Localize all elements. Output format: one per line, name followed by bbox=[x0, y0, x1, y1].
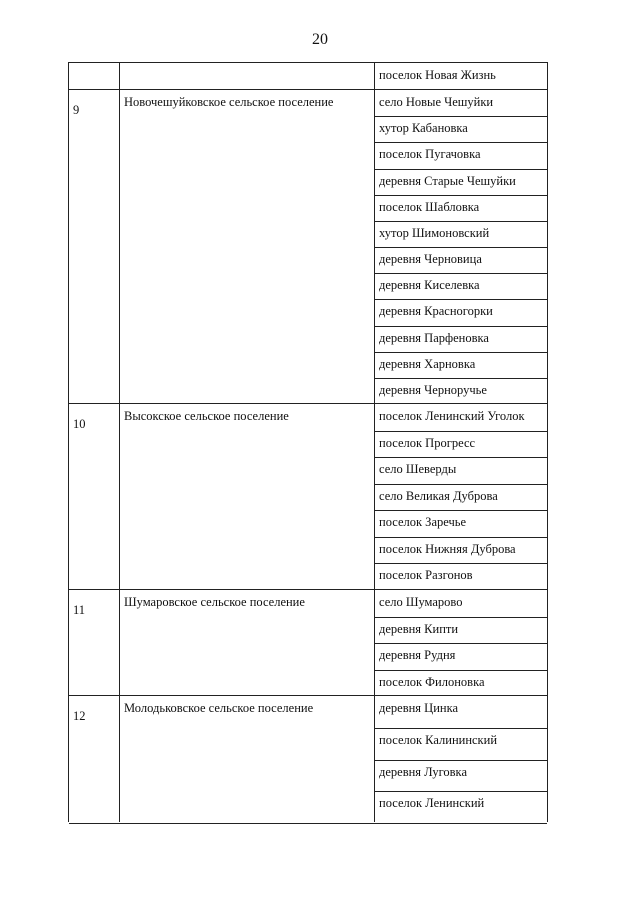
locality-item: деревня Луговка bbox=[379, 764, 467, 779]
locality-item: деревня Кипти bbox=[379, 621, 459, 636]
settlement-name: Молодьковское сельское поселение bbox=[124, 701, 314, 715]
locality-item: поселок Калининский bbox=[379, 732, 498, 747]
locality-item: поселок Заречье bbox=[379, 515, 467, 530]
locality-divider bbox=[374, 510, 547, 511]
locality-item: село Шеверды bbox=[379, 462, 457, 477]
locality-item: поселок Ленинский bbox=[379, 796, 485, 811]
locality-divider bbox=[374, 760, 547, 761]
locality-divider bbox=[374, 431, 547, 432]
locality-divider bbox=[374, 169, 547, 170]
locality-item: село Шумарово bbox=[379, 595, 463, 609]
settlements-table bbox=[68, 62, 548, 822]
locality-item: поселок Пугачовка bbox=[379, 147, 481, 162]
locality-item: село Новые Чешуйки bbox=[379, 95, 494, 109]
locality-item: поселок Новая Жизнь bbox=[379, 68, 496, 82]
locality-divider bbox=[374, 247, 547, 248]
locality-item: поселок Разгонов bbox=[379, 568, 473, 583]
locality-divider bbox=[374, 142, 547, 143]
settlement-number: 12 bbox=[73, 709, 86, 723]
table-row bbox=[69, 695, 547, 824]
table-row bbox=[69, 62, 547, 90]
locality-divider bbox=[374, 670, 547, 671]
locality-item: деревня Харновка bbox=[379, 356, 476, 371]
locality-divider bbox=[374, 116, 547, 117]
settlement-number: 10 bbox=[73, 417, 86, 431]
locality-divider bbox=[374, 791, 547, 792]
locality-item: деревня Черновица bbox=[379, 252, 482, 266]
locality-item: деревня Черноручье bbox=[379, 382, 487, 397]
locality-item: деревня Цинка bbox=[379, 701, 459, 715]
table-row bbox=[69, 89, 547, 404]
locality-item: деревня Киселевка bbox=[379, 278, 480, 293]
locality-divider bbox=[374, 299, 547, 300]
page-number: 20 bbox=[312, 31, 328, 48]
locality-divider bbox=[374, 273, 547, 274]
locality-divider bbox=[374, 563, 547, 564]
locality-item: поселок Филоновка bbox=[379, 674, 485, 689]
locality-divider bbox=[374, 195, 547, 196]
locality-item: деревня Рудня bbox=[379, 648, 456, 662]
locality-item: деревня Старые Чешуйки bbox=[379, 173, 516, 188]
locality-divider bbox=[374, 221, 547, 222]
locality-divider bbox=[374, 457, 547, 458]
locality-divider bbox=[374, 728, 547, 729]
table-row bbox=[69, 403, 547, 590]
locality-item: хутор Шимоновский bbox=[379, 225, 490, 240]
settlement-name: Шумаровское сельское поселение bbox=[124, 595, 305, 609]
locality-item: поселок Шабловка bbox=[379, 199, 480, 214]
locality-item: село Великая Дуброва bbox=[379, 488, 498, 503]
locality-item: поселок Прогресс bbox=[379, 435, 476, 450]
locality-item: поселок Ленинский Уголок bbox=[379, 409, 525, 423]
locality-item: поселок Нижняя Дуброва bbox=[379, 541, 516, 556]
locality-divider bbox=[374, 537, 547, 538]
locality-divider bbox=[374, 326, 547, 327]
locality-item: деревня Красногорки bbox=[379, 304, 493, 319]
locality-divider bbox=[374, 484, 547, 485]
locality-divider bbox=[374, 617, 547, 618]
settlement-name: Высокское сельское поселение bbox=[124, 409, 289, 423]
settlement-name: Новочешуйковское сельское поселение bbox=[124, 95, 334, 109]
locality-divider bbox=[374, 378, 547, 379]
locality-item: деревня Парфеновка bbox=[379, 330, 489, 345]
settlement-number: 11 bbox=[73, 603, 86, 617]
locality-divider bbox=[374, 643, 547, 644]
locality-item: хутор Кабановка bbox=[379, 121, 468, 136]
settlement-number: 9 bbox=[73, 103, 80, 117]
table-row bbox=[69, 589, 547, 696]
locality-divider bbox=[374, 352, 547, 353]
